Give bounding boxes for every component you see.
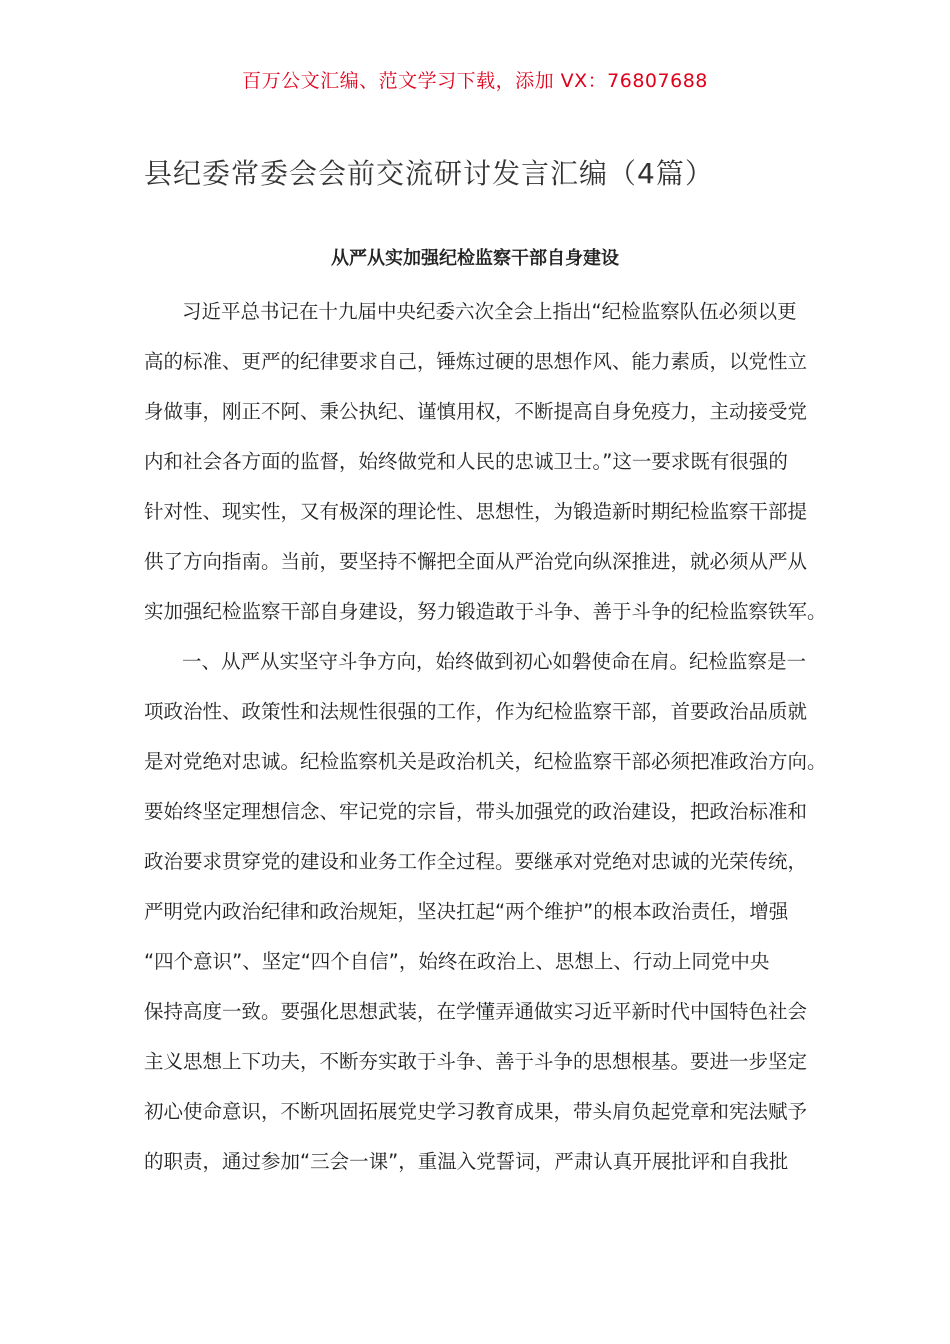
paragraph-line: 针对性、现实性，又有极深的理论性、思想性，为锻造新时期纪检监察干部提 <box>144 500 808 523</box>
body-text <box>144 296 827 1196</box>
paragraph-line: 主义思想上下功夫，不断夯实敢于斗争、善于斗争的思想根基。要进一步坚定 <box>144 1050 808 1073</box>
paragraph-line: 初心使命意识，不断巩固拓展党史学习教育成果，带头肩负起党章和宪法赋予 <box>144 1100 808 1123</box>
paragraph-line: 的职责，通过参加“三会一课”，重温入党誓词，严肃认真开展批评和自我批 <box>144 1150 789 1173</box>
paragraph-line: “四个意识”、坚定“四个自信”，始终在政治上、思想上、行动上同党中央 <box>144 950 770 973</box>
paragraph-line: 项政治性、政策性和法规性很强的工作，作为纪检监察干部，首要政治品质就 <box>144 700 808 723</box>
paragraph-line: 严明党内政治纪律和政治规矩，坚决扛起“两个维护”的根本政治责任，增强 <box>144 900 789 923</box>
paragraph-line: 要始终坚定理想信念、牢记党的宗旨，带头加强党的政治建设，把政治标准和 <box>144 800 808 823</box>
paragraph-line: 供了方向指南。当前，要坚持不懈把全面从严治党向纵深推进，就必须从严从 <box>144 550 808 573</box>
document-title: 县纪委常委会会前交流研讨发言汇编（4篇） <box>144 157 714 190</box>
paragraph-line: 习近平总书记在十九届中央纪委六次全会上指出“纪检监察队伍必须以更 <box>182 300 797 323</box>
section-subtitle: 从严从实加强纪检监察干部自身建设 <box>331 248 619 269</box>
paragraph-line: 内和社会各方面的监督，始终做党和人民的忠诚卫士。”这一要求既有很强的 <box>144 450 788 473</box>
paragraph-line: 高的标准、更严的纪律要求自己，锤炼过硬的思想作风、能力素质，以党性立 <box>144 350 808 373</box>
paragraph-line: 是对党绝对忠诚。纪检监察机关是政治机关，纪检监察干部必须把准政治方向。 <box>144 750 827 773</box>
paragraph-line: 身做事，刚正不阿、秉公执纪、谨慎用权，不断提高自身免疫力，主动接受党 <box>144 400 808 423</box>
paragraph-line: 保持高度一致。要强化思想武装，在学懂弄通做实习近平新时代中国特色社会 <box>144 1000 808 1023</box>
paragraph-line: 实加强纪检监察干部自身建设，努力锻造敢于斗争、善于斗争的纪检监察铁军。 <box>144 600 827 623</box>
paragraph-line: 政治要求贯穿党的建设和业务工作全过程。要继承对党绝对忠诚的光荣传统， <box>144 850 808 873</box>
paragraph-line: 一、从严从实坚守斗争方向，始终做到初心如磐使命在肩。纪检监察是一 <box>182 650 807 673</box>
watermark-banner: 百万公文汇编、范文学习下载，添加 VX：76807688 <box>242 70 708 92</box>
